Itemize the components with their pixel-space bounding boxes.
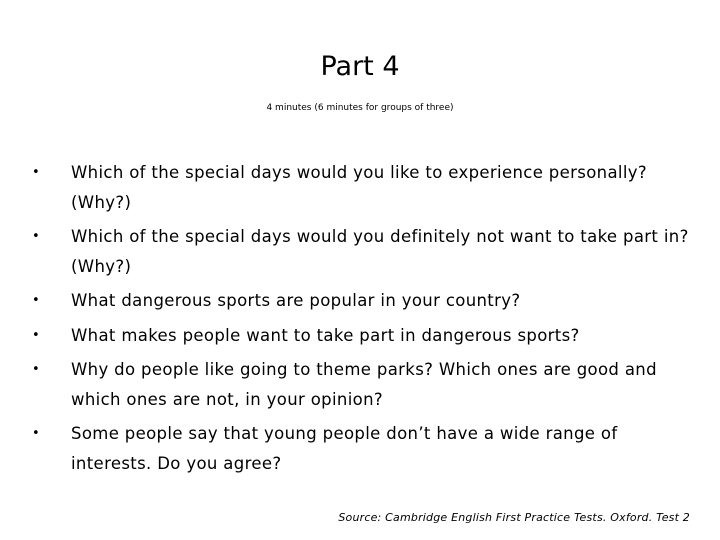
- slide-title: Part 4: [320, 51, 400, 82]
- list-item: [32, 158, 692, 217]
- list-item: [32, 222, 692, 281]
- bullet-icon: •: [32, 165, 41, 180]
- list-item: [32, 286, 692, 316]
- question-list: [32, 158, 692, 483]
- question-text: Some people say that young people don’t have a wide range of interests. Do you agree?: [71, 424, 618, 473]
- bullet-icon: •: [32, 362, 41, 377]
- list-item: [32, 419, 692, 478]
- question-text: What dangerous sports are popular in your country?: [71, 291, 521, 310]
- source-citation: Source: Cambridge English First Practice Tests. Oxford. Test 2: [338, 511, 690, 524]
- list-item: [32, 355, 692, 414]
- slide-subtitle: 4 minutes (6 minutes for groups of three): [266, 103, 454, 113]
- question-text: Which of the special days would you like to experience personally? (Why?): [71, 163, 648, 212]
- bullet-icon: •: [32, 426, 41, 441]
- bullet-icon: •: [32, 327, 41, 343]
- question-text: What makes people want to take part in dangerous sports?: [71, 325, 580, 345]
- bullet-icon: •: [32, 229, 41, 244]
- bullet-icon: •: [32, 293, 41, 308]
- question-text: Why do people like going to theme parks? Which ones are good and which ones are not, in your opinion?: [71, 360, 657, 409]
- list-item: [32, 321, 692, 351]
- question-text: Which of the special days would you definitely not want to take part in? (Why?): [71, 227, 689, 276]
